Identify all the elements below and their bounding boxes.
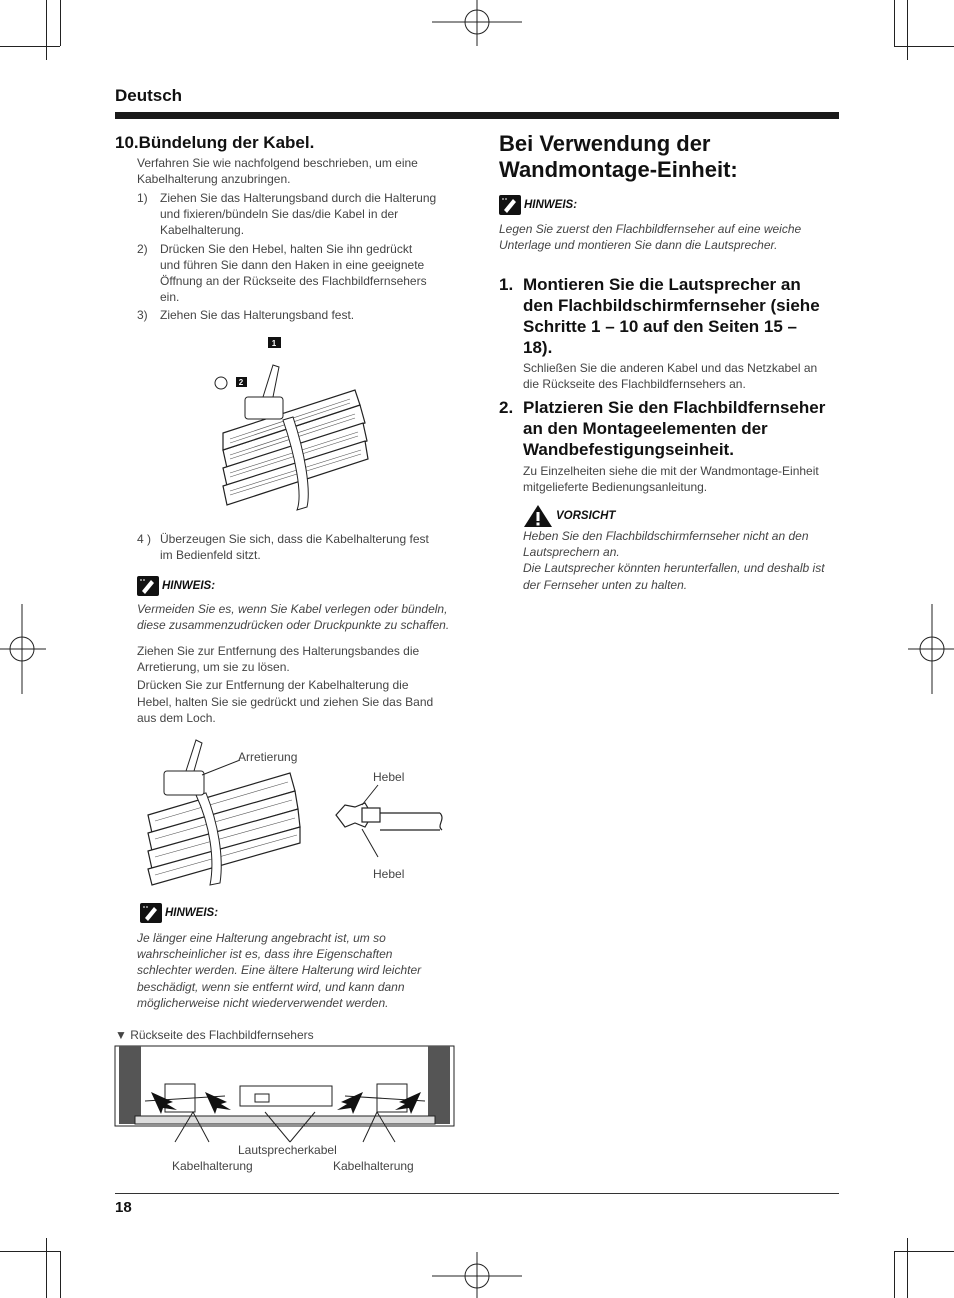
note-heading: HINWEIS: [499,195,577,215]
crop-mark [60,0,61,46]
language-heading: Deutsch [115,86,183,105]
removal-illustration [140,735,460,895]
registration-mark-left [0,604,46,694]
intro-text [137,155,418,187]
removal-paragraph: Ziehen Sie zur Entfernung des Halterungsbandes die Arretierung, um sie zu lösen. Drücken Sie zur Entfernung der Kabelhalterung die Hebel, halten Sie sie gedrückt und ziehen Sie das Band aus dem Loch. [137,644,434,725]
crop-mark [0,1251,60,1252]
note-pencil-icon [140,903,162,923]
page-number: 18 [115,1199,132,1216]
registration-mark-right [908,604,954,694]
footer-rule [115,1193,839,1194]
step-1-body: Schließen Sie die anderen Kabel und das Netzkabel an die Rückseite des Flachbildfernsehers an. [523,361,818,392]
registration-mark-bottom [432,1252,522,1298]
page-title: Bei Verwendung der Wandmontage-Einheit: [499,131,738,182]
label-arretierung: Arretierung [238,750,298,764]
label-lautsprecherkabel: Lautsprecherkabel [238,1143,337,1157]
crop-mark [907,1238,908,1298]
crop-mark [894,1251,895,1298]
note-heading: HINWEIS: [140,903,218,923]
crop-mark [894,1251,954,1252]
steps-list [137,190,467,324]
list-item: 3) Ziehen Sie das Halterungsband fest. [137,308,355,323]
crop-mark [907,0,908,60]
section-title: 10.Bündelung der Kabel. [115,133,315,152]
note-text: Legen Sie zuerst den Flachbildfernseher auf eine weiche Unterlage und montieren Sie dann die Lautsprecher. [499,222,802,253]
list-item: 2) Drücken Sie den Hebel, halten Sie ihn gedrückt und führen Sie dann den Haken in eine geeignete Öffnung an der Rückseite des Flachbildfernsehers ein. [137,241,427,305]
badge-2: 2 [238,378,244,387]
crop-mark [46,1238,47,1298]
label-kabelhalterung-right: Kabelhalterung [333,1159,414,1173]
list-item: 1) Ziehen Sie das Halterungsband durch die Halterung und fixieren/bündeln Sie das/die Kabel in der Kabelhalterung. [137,191,437,238]
note-pencil-icon [137,576,159,596]
label-kabelhalterung-left: Kabelhalterung [172,1159,253,1173]
crop-mark [894,0,895,46]
intro-line: Verfahren Sie wie nachfolgend beschrieben, um eine [137,156,418,170]
step-1-heading: 1. Montieren Sie die Lautsprecher an den Flachbildschirmfernseher (siehe Schritte 1 – 10 auf den Seiten 15 – 18). [499,275,820,357]
label-hebel-bottom: Hebel [373,867,405,881]
registration-mark-top [432,0,522,46]
intro-line: Kabelhalterung anzubringen. [137,172,291,187]
crop-mark [894,46,954,47]
badge-1: 1 [271,339,277,348]
step-2-body: Zu Einzelheiten siehe die mit der Wandmontage-Einheit mitgelieferte Bedienungsanleitung. [523,464,819,495]
tv-rear-illustration [115,1046,455,1176]
crop-mark [46,0,47,60]
crop-mark [0,46,60,47]
caution-text: Heben Sie den Flachbildschirmfernseher nicht an den Lautsprechern an. Die Lautsprecher könnten herunterfallen, und deshalb ist der Fernseher unten zu halten. [523,529,825,592]
label-hebel-top: Hebel [373,770,405,784]
warning-icon [523,504,553,528]
figure-caption: ▼ Rückseite des Flachbildfernsehers [115,1028,314,1042]
crop-mark [60,1251,61,1298]
header-bar [115,112,839,119]
note-text: Je länger eine Halterung angebracht ist, um so wahrscheinlicher ist es, dass ihre Eigenschaften schlechter werden. Eine ältere Halterung wird leichter beschädigt, wenn sie entfernt wird, und kann dann möglicherweise nicht wiederverwendet werden. [137,931,422,1010]
note-text: Vermeiden Sie es, wenn Sie Kabel verlegen oder bündeln, diese zusammenzudrücken oder Druckpunkte zu schaffen. [137,602,450,633]
note-pencil-icon [499,195,521,215]
step-2-heading: 2. Platzieren Sie den Flachbildfernseher an den Montageelementen der Wandbefestigungseinheit. [499,398,826,459]
list-item: 4 ) Überzeugen Sie sich, dass die Kabelhalterung fest im Bedienfeld sitzt. [137,532,429,563]
caution-heading: VORSICHT [523,504,615,528]
cable-holder-illustration [215,335,375,515]
note-heading: HINWEIS: [137,576,215,596]
